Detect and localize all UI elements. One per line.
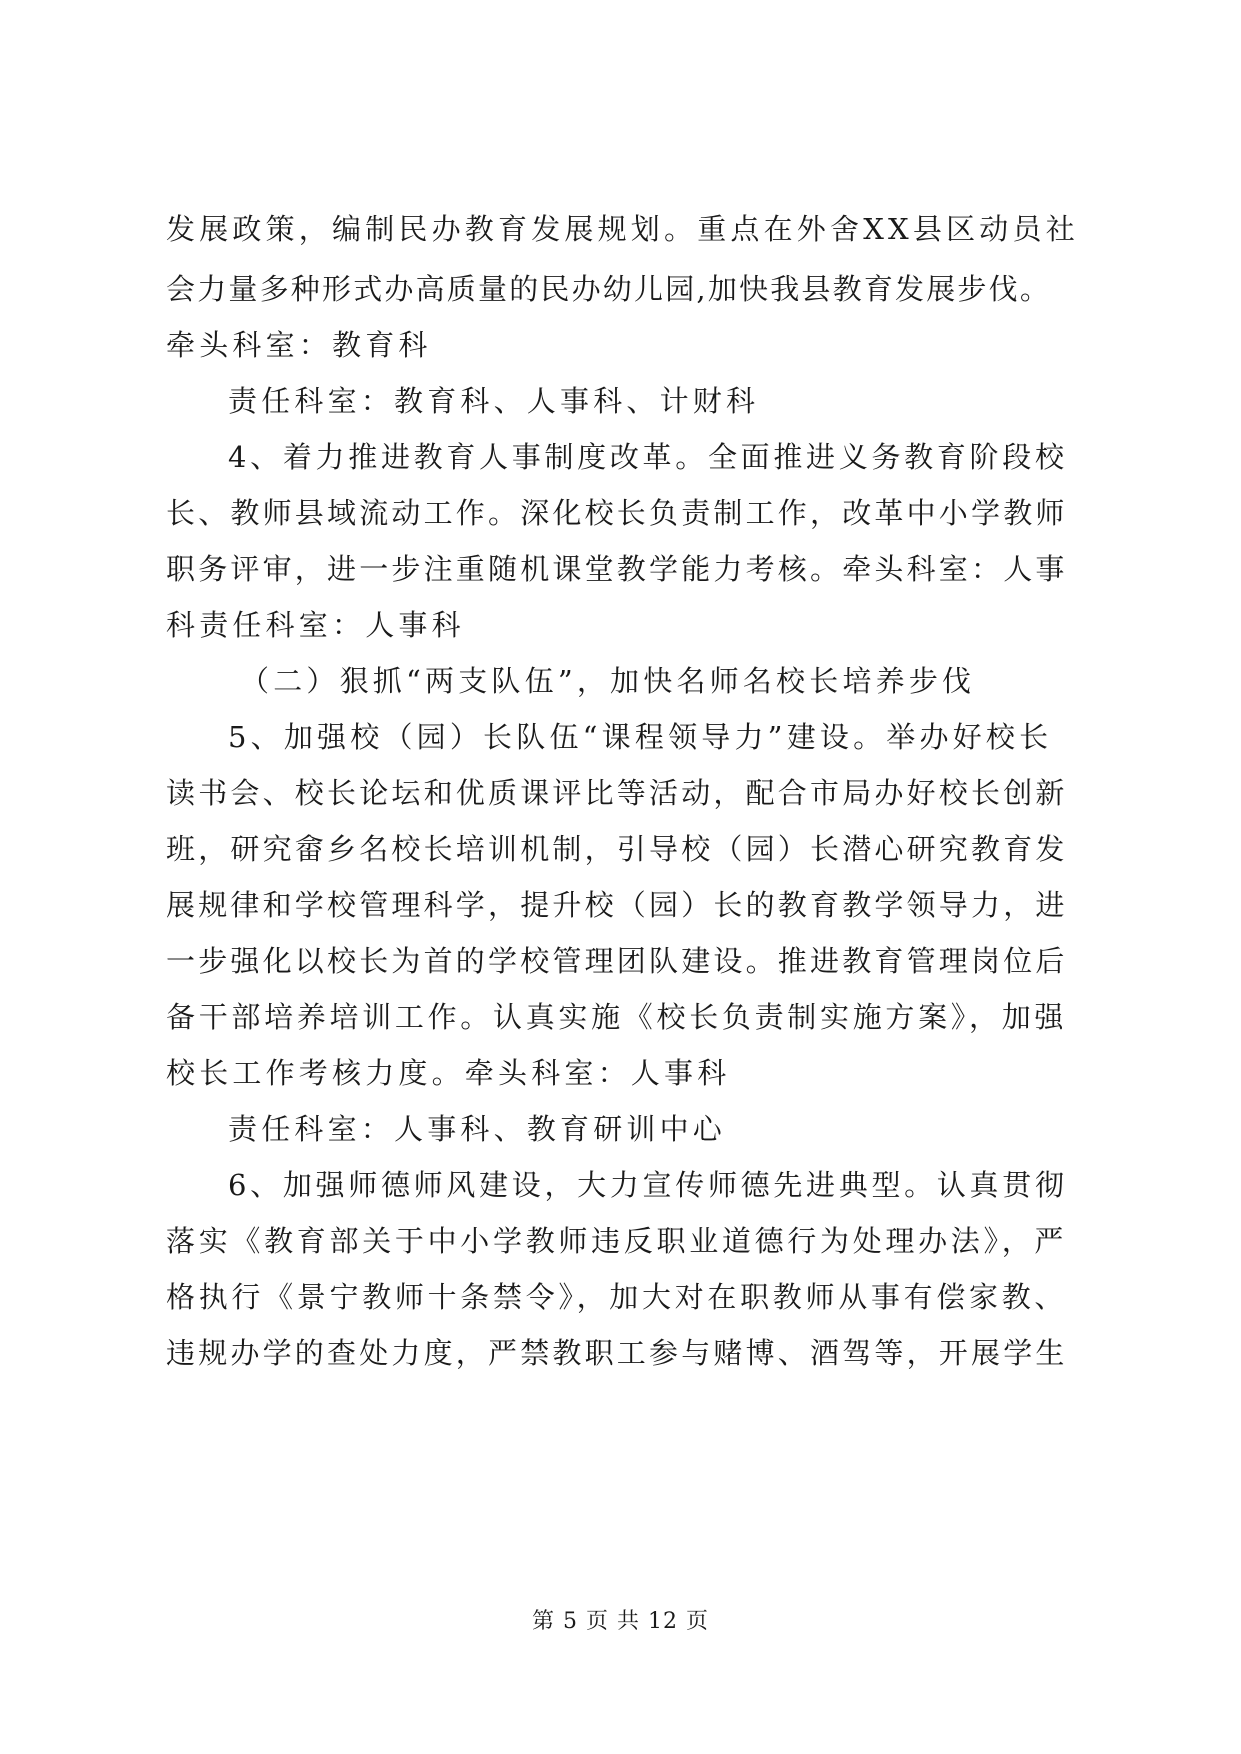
text-line: 牵头科室：教育科 [166,328,432,362]
text-line: 会力量多种形式办高质量的民办幼儿园,加快我县教育发展步伐。 [166,272,1052,306]
text-line: 长、教师县域流动工作。深化校长负责制工作，改革中小学教师 [166,496,1068,530]
page-number-footer: 第 5 页 共 12 页 [532,1609,709,1634]
text-line: 备干部培养培训工作。认真实施《校长负责制实施方案》，加强 [166,1000,1068,1034]
text-line: 责任科室：人事科、教育研训中心 [228,1112,727,1146]
text-line: 落实《教育部关于中小学教师违反职业道德行为处理办法》，严 [166,1224,1068,1258]
text-line: 6、加强师德师风建设，大力宣传师德先进典型。认真贯彻 [228,1168,1068,1202]
text-line: 校长工作考核力度。牵头科室：人事科 [166,1056,731,1090]
text-line: 班，研究畲乡名校长培训机制，引导校（园）长潜心研究教育发 [166,832,1068,866]
section-heading: （二）狠抓“两支队伍”，加快名师名校长培养步伐 [240,664,976,698]
text-line: 4、着力推进教育人事制度改革。全面推进义务教育阶段校 [228,440,1068,474]
text-line: 职务评审，进一步注重随机课堂教学能力考核。牵头科室：人事 [166,552,1068,586]
text-line: 一步强化以校长为首的学校管理团队建设。推进教育管理岗位后 [166,944,1068,978]
text-line: 格执行《景宁教师十条禁令》，加大对在职教师从事有偿家教、 [166,1280,1068,1314]
text-line: 责任科室：教育科、人事科、计财科 [228,384,760,418]
text-line: 展规律和学校管理科学，提升校（园）长的教育教学领导力，进 [166,888,1068,922]
text-line: 5、加强校（园）长队伍“课程领导力”建设。举办好校长 [228,720,1053,754]
text-line: 发展政策，编制民办教育发展规划。重点在外舍XX县区动员社 [166,212,1079,246]
text-line: 科责任科室：人事科 [166,608,465,642]
text-line: 读书会、校长论坛和优质课评比等活动，配合市局办好校长创新 [166,776,1068,810]
text-line: 违规办学的查处力度，严禁教职工参与赌博、酒驾等，开展学生 [166,1336,1068,1370]
